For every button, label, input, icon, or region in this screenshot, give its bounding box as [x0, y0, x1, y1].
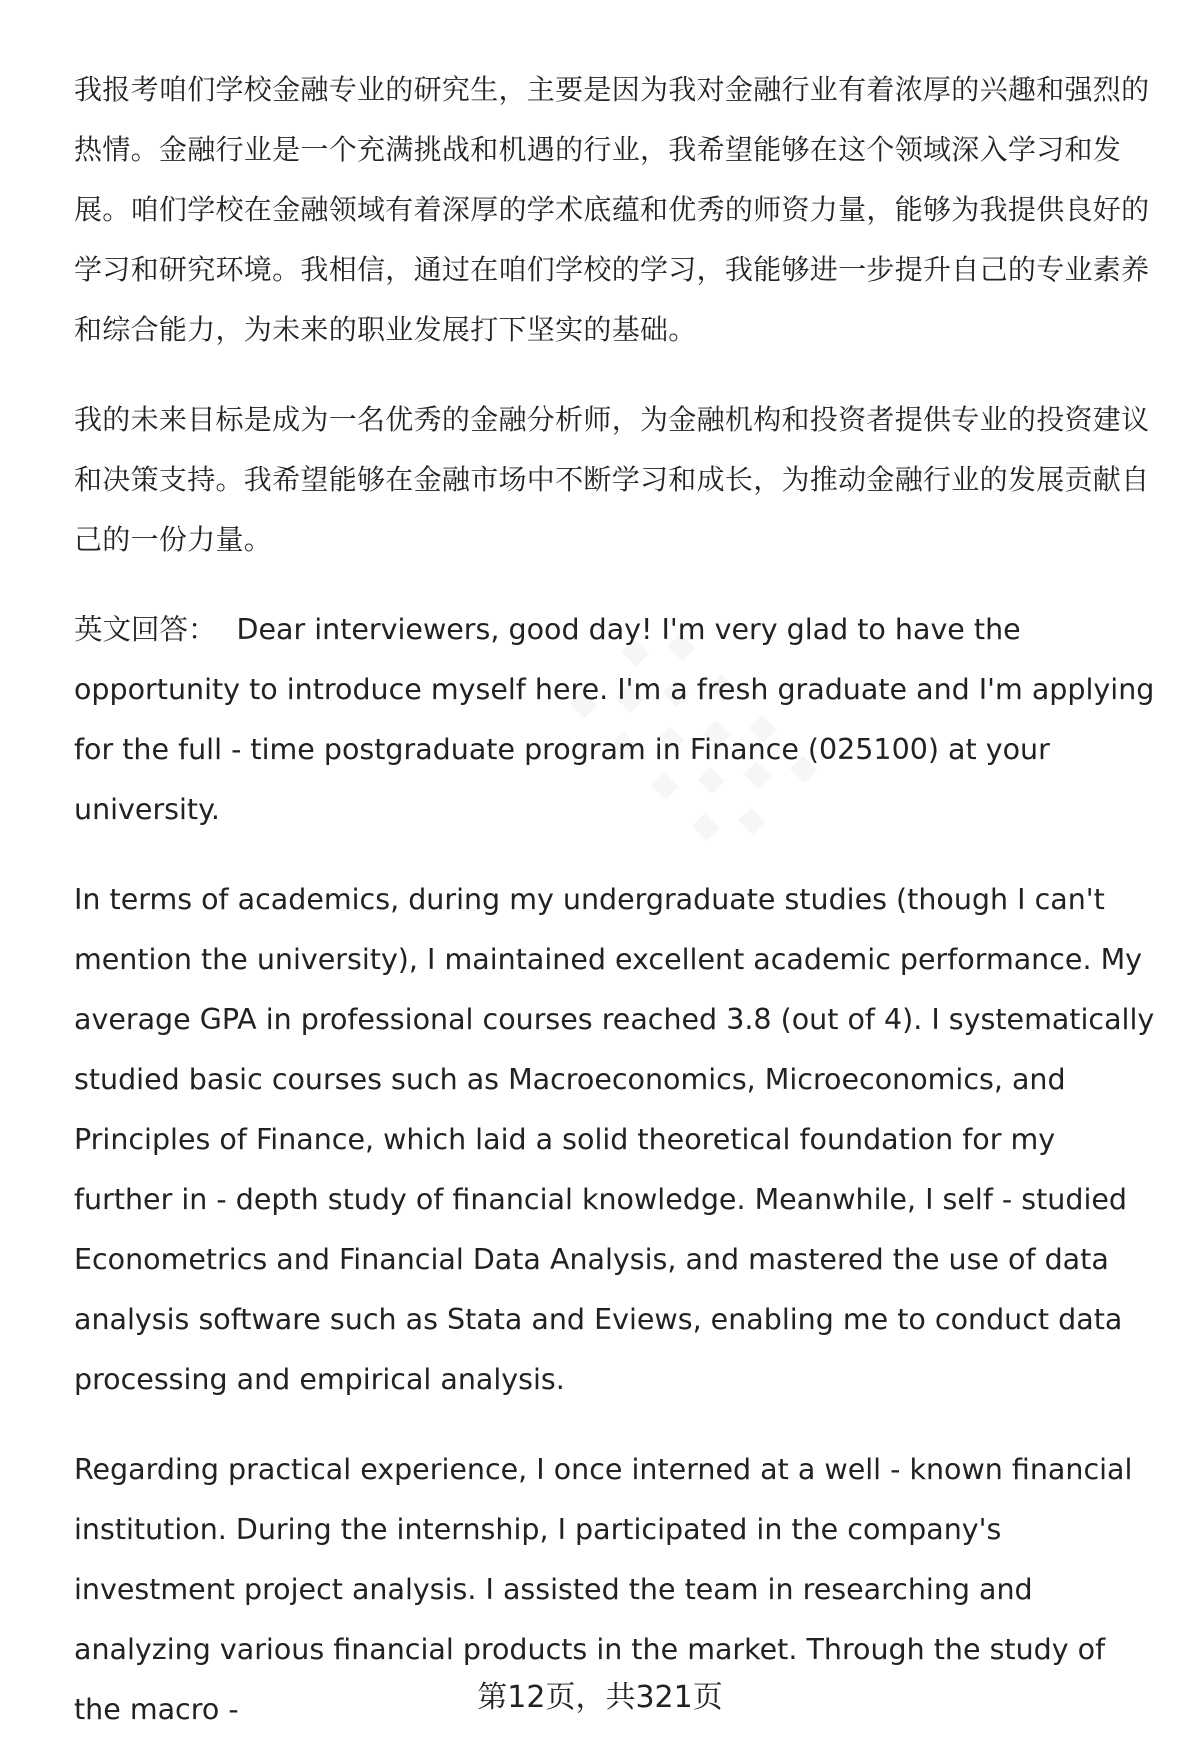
paragraph-chinese-motivation: 我报考咱们学校金融专业的研究生，主要是因为我对金融行业有着浓厚的兴趣和强烈的热情。金融行业是一个充满挑战和机遇的行业，我希望能够在这个领域深入学习和发展。咱们学校在金融领域有着深厚的学术底蕴和优秀的师资力量，能够为我提供良好的学习和研究环境。我相信，通过在咱们学校的学习，我能够进一步提升自己的专业素养和综合能力，为未来的职业发展打下坚实的基础。 — [74, 73, 1150, 346]
paragraph-english-practice: Regarding practical experience, I once interned at a well - known financial institution. During the internship, I participated in the company's investment project analysis. I assisted the team in researching and analyzing various financial products in the market. Through the study of the macro - — [74, 1453, 1133, 1726]
paragraph-chinese-future-goal: 我的未来目标是成为一名优秀的金融分析师，为金融机构和投资者提供专业的投资建议和决策支持。我希望能够在金融市场中不断学习和成长，为推动金融行业的发展贡献自己的一份力量。 — [74, 403, 1150, 556]
document-body — [74, 60, 1159, 1755]
english-intro-text: Dear interviewers, good day! I'm very glad to have the opportunity to introduce myself here. I'm a fresh graduate and I'm applying for the full - time postgraduate program in Finance (025100) at your university. — [74, 613, 1155, 826]
paragraph-english-academics: In terms of academics, during my undergraduate studies (though I can't mention the university), I maintained excellent academic performance. My average GPA in professional courses reached 3.8 (out of 4). I systematically studied basic courses such as Macroeconomics, Microeconomics, and Principles of Finance, which laid a solid theoretical foundation for my further in - depth study of financial knowledge. Meanwhile, I self - studied Econometrics and Financial Data Analysis, and mastered the use of data analysis software such as Stata and Eviews, enabling me to conduct data processing and empirical analysis. — [74, 883, 1155, 1396]
paragraph-english-intro — [74, 600, 1159, 840]
english-answer-label: 英文回答： — [74, 613, 217, 646]
page-number-footer: 第12页，共321页 — [477, 1680, 723, 1715]
